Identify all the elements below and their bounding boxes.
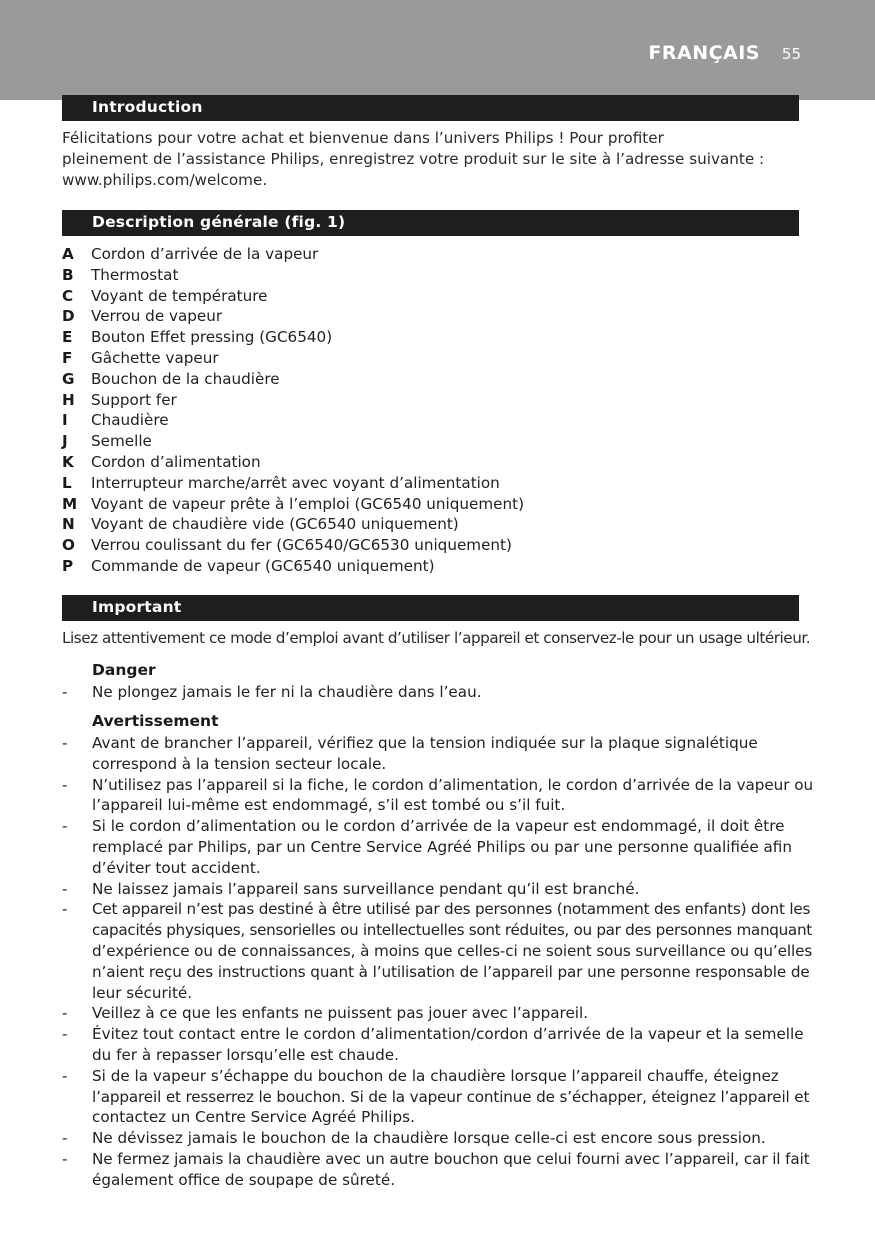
item-text: Bouton Effet pressing (GC6540) <box>91 328 333 347</box>
item-letter: C <box>62 286 74 305</box>
bullet-line: correspond à la tension secteur locale. <box>92 754 387 773</box>
bullet-dash: - <box>62 1149 68 1168</box>
section-header-introduction <box>62 95 799 121</box>
item-letter: H <box>62 390 75 409</box>
section-header-description <box>62 210 799 236</box>
list-item <box>62 431 802 452</box>
bullet-item <box>62 1066 810 1128</box>
bullet-dash: - <box>62 734 68 752</box>
item-letter: I <box>62 411 68 430</box>
bullet-dash: - <box>62 1004 68 1023</box>
list-item <box>62 265 802 286</box>
item-letter: B <box>62 265 74 284</box>
bullet-dash: - <box>62 817 68 836</box>
item-letter: L <box>62 473 72 492</box>
language-label: FRANÇAIS <box>648 42 760 64</box>
header-bar <box>0 0 875 100</box>
item-text: Verrou coulissant du fer (GC6540/GC6530 uniquement) <box>91 536 512 555</box>
bullet-line: Ne laissez jamais l’appareil sans surveillance pendant qu’il est branché. <box>92 879 640 898</box>
bullet-line: contactez un Centre Service Agréé Philips. <box>92 1108 415 1127</box>
list-item <box>62 494 802 515</box>
item-text: Gâchette vapeur <box>91 348 219 367</box>
list-item <box>62 348 802 369</box>
intro-line: www.philips.com/welcome. <box>62 171 268 189</box>
list-item <box>62 473 802 494</box>
bullet-line: Avant de brancher l’appareil, vérifiez que la tension indiquée sur la plaque signalétique <box>92 734 758 752</box>
item-letter: G <box>62 369 75 388</box>
section-title: Description générale (fig. 1) <box>92 213 346 231</box>
item-text: Verrou de vapeur <box>91 307 223 326</box>
bullet-line: capacités physiques, sensorielles ou intellectuelles sont réduites, ou par des personnes manquant <box>92 921 812 940</box>
important-intro <box>62 628 811 649</box>
list-item <box>62 327 802 348</box>
bullet-dash: - <box>62 683 68 701</box>
item-text: Interrupteur marche/arrêt avec voyant d’alimentation <box>91 473 500 492</box>
bullet-line: leur sécurité. <box>92 983 193 1002</box>
intro-paragraph <box>62 128 802 191</box>
bullet-line: Ne dévissez jamais le bouchon de la chaudière lorsque celle-ci est encore sous pression. <box>92 1129 766 1148</box>
item-letter: D <box>62 307 75 326</box>
item-text: Voyant de température <box>91 286 268 305</box>
bullet-dash: - <box>62 879 68 898</box>
item-letter: P <box>62 556 74 575</box>
item-text: Bouchon de la chaudière <box>91 369 280 388</box>
bullet-line: l’appareil et resserrez le bouchon. Si de la vapeur continue de s’échapper, éteignez l’appareil et <box>92 1087 810 1106</box>
list-item <box>62 306 802 327</box>
bullet-line: remplacé par Philips, par un Centre Service Agréé Philips ou par une personne qualifiée afin <box>92 837 792 856</box>
item-text: Cordon d’arrivée de la vapeur <box>91 245 319 263</box>
item-letter: A <box>62 245 74 263</box>
bullet-dash: - <box>62 1025 68 1044</box>
bullet-dash: - <box>62 1066 68 1085</box>
item-text: Thermostat <box>91 265 179 284</box>
list-item <box>62 535 802 556</box>
list-item <box>62 410 802 431</box>
bullet-line: également office de soupape de sûreté. <box>92 1170 396 1189</box>
bullet-dash: - <box>62 1129 68 1148</box>
bullet-line: Ne plongez jamais le fer ni la chaudière dans l’eau. <box>92 683 482 701</box>
bullet-line: Si le cordon d’alimentation ou le cordon d’arrivée de la vapeur est endommagé, il doit être <box>92 817 785 836</box>
item-letter: K <box>62 452 74 471</box>
bullet-item <box>62 682 802 703</box>
bullet-line: N’utilisez pas l’appareil si la fiche, le cordon d’alimentation, le cordon d’arrivée de la vapeur ou <box>92 775 814 794</box>
bullet-line: Cet appareil n’est pas destiné à être utilisé par des personnes (notamment des enfants) dont les <box>92 900 811 919</box>
bullet-line: d’éviter tout accident. <box>92 858 261 877</box>
page-number: 55 <box>781 45 801 63</box>
bullet-line: l’appareil lui-même est endommagé, s’il est tombé ou s’il fuit. <box>92 796 566 815</box>
warning-heading: Avertissement <box>92 712 219 730</box>
bullet-line: Ne fermez jamais la chaudière avec un autre bouchon que celui fourni avec l’appareil, car il fait <box>92 1149 810 1168</box>
section-header-important <box>62 595 799 621</box>
bullet-item <box>62 816 802 878</box>
bullet-item <box>62 1149 810 1191</box>
bullet-dash: - <box>62 775 68 794</box>
section-title: Important <box>92 598 182 616</box>
item-text: Support fer <box>91 390 177 409</box>
intro-line: pleinement de l’assistance Philips, enregistrez votre produit sur le site à l’adresse suivante : <box>62 150 765 168</box>
bullet-item <box>62 1003 802 1024</box>
item-letter: E <box>62 328 73 347</box>
bullet-line: Veillez à ce que les enfants ne puissent pas jouer avec l’appareil. <box>92 1004 589 1023</box>
parts-list <box>62 244 802 577</box>
item-text: Commande de vapeur (GC6540 uniquement) <box>91 556 435 575</box>
bullet-item <box>62 1024 802 1066</box>
bullet-item <box>62 733 802 775</box>
section-title: Introduction <box>92 98 203 116</box>
intro-line: Félicitations pour votre achat et bienvenue dans l’univers Philips ! Pour profiter <box>62 129 664 147</box>
bullet-item <box>62 879 802 900</box>
bullet-line: n’aient reçu des instructions quant à l’utilisation de l’appareil par une personne responsable de <box>92 962 810 981</box>
bullet-item <box>62 899 813 1003</box>
list-item <box>62 390 802 411</box>
item-letter: N <box>62 515 75 534</box>
warning-list <box>62 733 814 1191</box>
bullet-line: Si de la vapeur s’échappe du bouchon de la chaudière lorsque l’appareil chauffe, éteignez <box>92 1066 779 1085</box>
danger-heading: Danger <box>92 661 156 679</box>
item-text: Cordon d’alimentation <box>91 452 261 471</box>
bullet-line: d’expérience ou de connaissances, à moins que celles-ci ne soient sous surveillance ou qu’elles <box>92 941 813 960</box>
item-text: Semelle <box>91 432 152 451</box>
important-intro-text: Lisez attentivement ce mode d’emploi avant d’utiliser l’appareil et conservez-le pour un usage ultérieur. <box>62 629 811 647</box>
item-text: Voyant de chaudière vide (GC6540 uniquement) <box>91 515 459 534</box>
item-letter: O <box>62 536 75 555</box>
bullet-line: du fer à repasser lorsqu’elle est chaude. <box>92 1045 399 1064</box>
bullet-item <box>62 1128 802 1149</box>
item-text: Chaudière <box>91 411 169 430</box>
list-item <box>62 369 802 390</box>
item-letter: M <box>62 494 78 513</box>
item-text: Voyant de vapeur prête à l’emploi (GC6540 uniquement) <box>91 494 525 513</box>
list-item <box>62 556 802 577</box>
bullet-item <box>62 775 814 817</box>
list-item <box>62 286 802 307</box>
list-item <box>62 244 802 265</box>
danger-list <box>62 682 802 703</box>
list-item <box>62 514 802 535</box>
bullet-dash: - <box>62 900 68 919</box>
item-letter: J <box>62 432 68 451</box>
bullet-line: Évitez tout contact entre le cordon d’alimentation/cordon d’arrivée de la vapeur et la semelle <box>92 1025 804 1044</box>
list-item <box>62 452 802 473</box>
item-letter: F <box>62 348 73 367</box>
